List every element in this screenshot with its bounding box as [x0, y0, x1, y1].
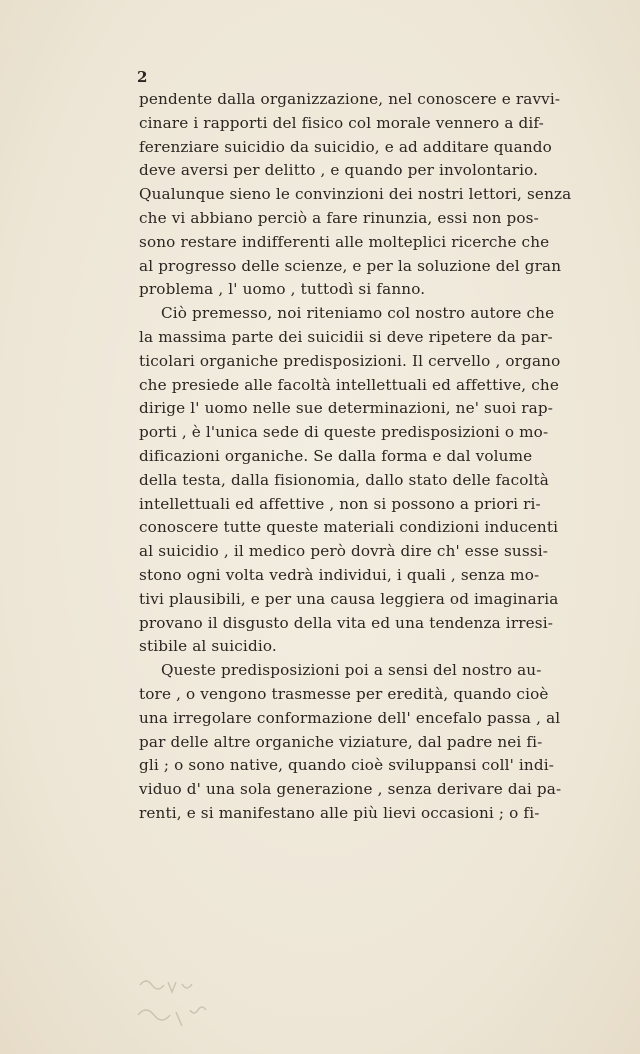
text-line: la massima parte dei suicidii si deve ripetere da par- [139, 327, 553, 346]
text-line: stono ogni volta vedrà individui, i quali , senza mo- [139, 565, 540, 584]
text-line: dificazioni organiche. Se dalla forma e dal volume [139, 446, 533, 465]
text-line: che vi abbiano perciò a fare rinunzia, essi non pos- [139, 208, 539, 227]
text-line: ferenziare suicidio da suicidio, e ad additare quando [139, 137, 552, 156]
text-line: tore , o vengono trasmesse per eredità, quando cioè [139, 684, 549, 703]
text-line: al progresso delle scienze, e per la soluzione del gran [139, 256, 562, 275]
text-line: Ciò premesso, noi riteniamo col nostro autore che [161, 304, 555, 323]
text-line: tivi plausibili, e per una causa leggiera od imaginaria [139, 589, 559, 608]
library-stamp-icon [120, 960, 240, 1040]
text-line: gli ; o sono native, quando cioè sviluppansi coll' indi- [139, 756, 554, 775]
text-line: pendente dalla organizzazione, nel conoscere e ravvi- [139, 90, 561, 108]
text-line: par delle altre organiche viziature, dal padre nei fi- [139, 732, 543, 751]
text-line: una irregolare conformazione dell' encefalo passa , al [139, 708, 561, 727]
text-line: conoscere tutte queste materiali condizioni inducenti [139, 518, 559, 537]
text-line: porti , è l'unica sede di queste predisposizioni o mo- [139, 423, 549, 442]
text-line: viduo d' una sola generazione , senza derivare dai pa- [139, 780, 562, 799]
body-text [139, 88, 572, 826]
text-line: Qualunque sieno le convinzioni dei nostri lettori, senza [139, 185, 572, 204]
text-line: provano il disgusto della vita ed una tendenza irresi- [139, 613, 554, 632]
text-line: che presiede alle facoltà intellettuali ed affettive, che [139, 375, 559, 394]
page-number: 2 [137, 68, 148, 86]
text-line: della testa, dalla fisionomia, dallo stato delle facoltà [139, 470, 550, 489]
text-line: stibile al suicidio. [139, 637, 277, 656]
text-line: sono restare indifferenti alle molteplici ricerche che [139, 232, 550, 251]
text-line: problema , l' uomo , tuttodì si fanno. [139, 280, 426, 299]
text-line: al suicidio , il medico però dovrà dire ch' esse sussi- [139, 542, 548, 561]
text-line: Queste predisposizioni poi a sensi del nostro au- [161, 661, 542, 680]
text-line: ticolari organiche predisposizioni. Il cervello , organo [139, 351, 561, 370]
text-line: renti, e si manifestano alle più lievi occasioni ; o fi- [139, 803, 540, 822]
text-line: intellettuali ed affettive , non si possono a priori ri- [139, 494, 541, 513]
text-line: dirige l' uomo nelle sue determinazioni, ne' suoi rap- [139, 399, 553, 418]
text-line: deve aversi per delitto , e quando per involontario. [139, 161, 539, 180]
text-line: cinare i rapporti del fisico col morale vennero a dif- [139, 113, 544, 132]
